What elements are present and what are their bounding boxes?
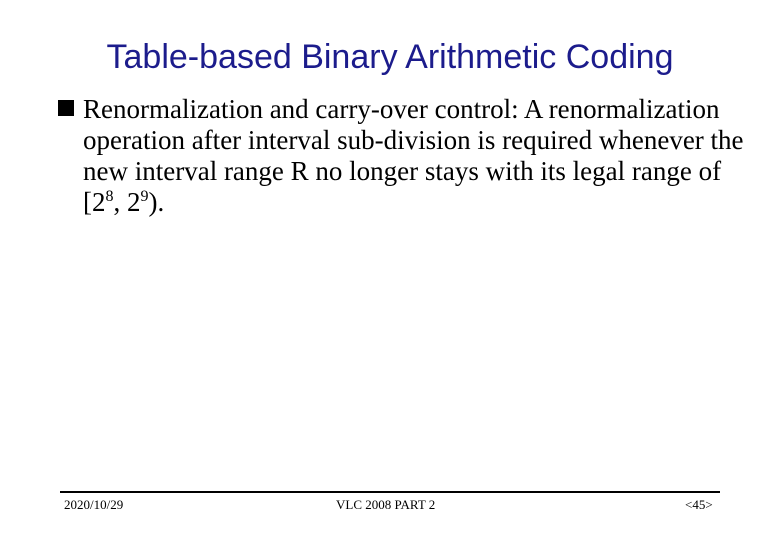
bullet-text: [83, 94, 748, 218]
bullet-text-main: Renormalization and carry-over control: A renormalization operation after interval sub-division is required whenever the new interval range R no longer stays with its legal range of [2: [83, 94, 744, 217]
footer-page-number: <45>: [685, 497, 713, 512]
exponent-9: 9: [140, 188, 149, 205]
square-bullet-icon: [58, 100, 74, 116]
footer-date: 2020/10/29: [64, 497, 124, 512]
bullet-text-mid: , 2: [113, 187, 141, 217]
slide-title: Table-based Binary Arithmetic Coding: [106, 38, 674, 76]
exponent-8: 8: [105, 188, 114, 205]
footer-course: VLC 2008 PART 2: [336, 497, 436, 512]
footer-divider: [60, 491, 720, 493]
bullet-item: [58, 94, 748, 218]
bullet-text-end: ).: [148, 187, 165, 217]
